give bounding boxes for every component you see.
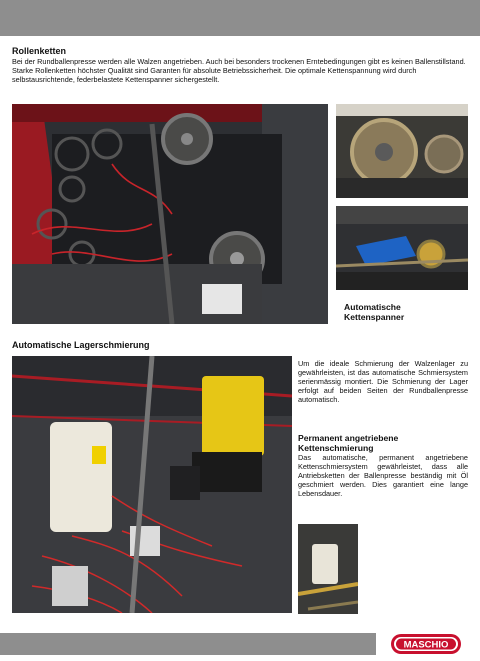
caption-line-1: Automatische — [344, 302, 401, 312]
caption-chain-tensioner — [344, 302, 404, 322]
section-title-lagerschmierung: Automatische Lagerschmierung — [12, 340, 150, 350]
sprocket-photo — [336, 104, 468, 198]
section-title-rollenketten: Rollenketten — [12, 46, 67, 56]
section-body-rollenketten: Bei der Rundballenpresse werden alle Walzen angetrieben. Auch bei besonders trockenen Erntebedingungen gibt es keinen Ballenstillstand. Starke Rollenketten höchster Qualität sind Garanten für absolute Betriebssicherheit. Die optimale Kettenspannung wird durch selbstausrichtende, federbelastete Kettenspanner sichergestellt. — [12, 57, 466, 84]
title-line-2: Kettenschmierung — [298, 443, 374, 453]
section-body-lagerschmierung: Um die ideale Schmierung der Walzenlager zu gewährleisten, ist das automatische Schmiersystem serienmässig montiert. Die Schmierung der Lager erfolgt auf beiden Seiten der Rundballenpresse automatisch. — [298, 359, 468, 404]
chain-drive-photo — [12, 104, 328, 324]
maschio-logo — [390, 633, 462, 655]
footer-bar — [0, 633, 376, 655]
lubrication-system-photo — [12, 356, 292, 613]
logo-text: MASCHIO — [403, 639, 449, 651]
chain-oil-photo — [298, 524, 358, 614]
section-title-kettenschmierung — [298, 433, 398, 453]
chain-tensioner-photo — [336, 206, 468, 290]
caption-line-2: Kettenspanner — [344, 312, 405, 322]
section-body-kettenschmierung: Das automatische, permanent angetriebene Kettenschmiersystem gewährleistet, dass alle Antriebsketten der Ballenpresse beständig mit Öl geschmiert werden. Dies garantiert eine lange Lebensdauer. — [298, 453, 468, 498]
title-line-1: Permanent angetriebene — [298, 433, 399, 443]
header-bar — [0, 0, 480, 36]
